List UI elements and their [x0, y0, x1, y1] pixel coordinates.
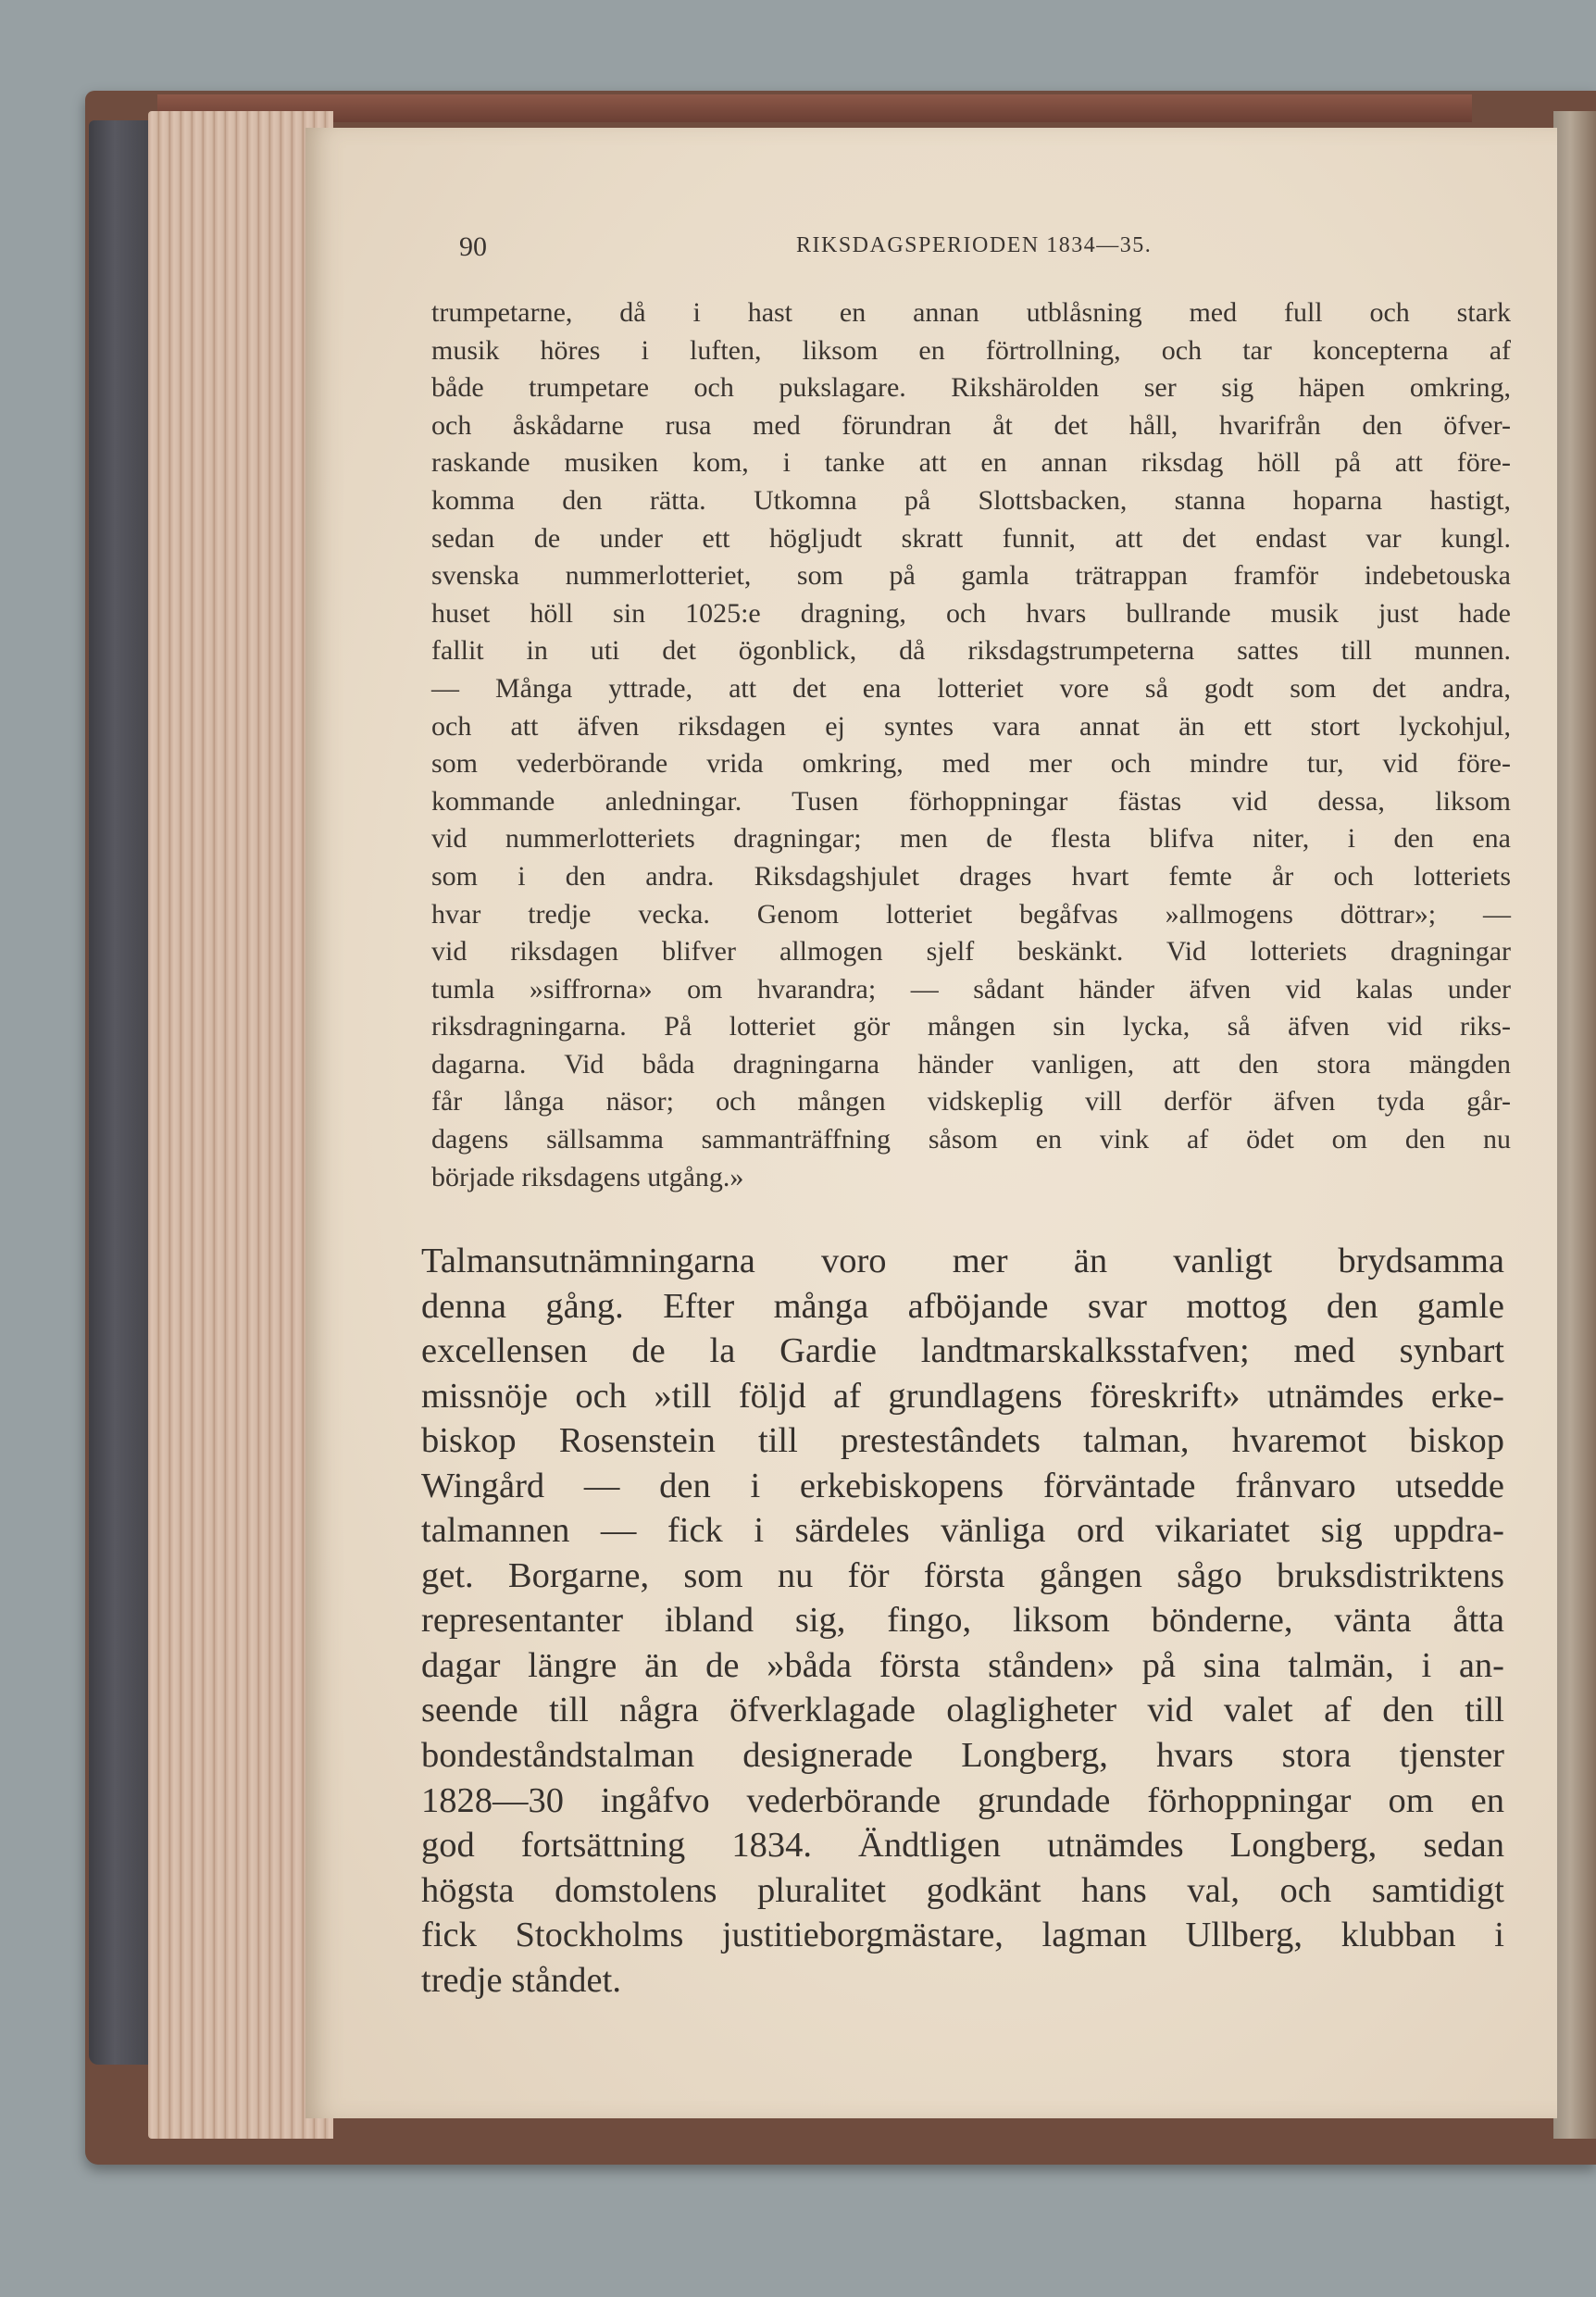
text-line: 1828—30 ingåfvo vederbörande grundade förhoppningar om en — [421, 1780, 1504, 1820]
quote-line: både trumpetare och pukslagare. Rikshärolden ser sig häpen omkring, — [431, 372, 1511, 404]
quoted-passage — [431, 294, 1511, 1196]
text-line: representanter ibland sig, fingo, liksom bönderne, vänta åtta — [421, 1601, 1504, 1641]
text-line: excellensen de la Gardie landtmarskalksstafven; med synbart — [421, 1331, 1504, 1371]
quote-line: vid nummerlotteriets dragningar; men de flesta blifva niter, i den ena — [431, 823, 1511, 855]
text-line: missnöje och »till följd af grundlagens föreskrift» utnämdes erke- — [421, 1376, 1504, 1416]
text-line: god fortsättning 1834. Ändtligen utnämdes Longberg, sedan — [421, 1826, 1504, 1866]
quote-line: dagens sällsamma sammanträffning såsom en vink af ödet om den nu — [431, 1124, 1511, 1155]
quote-line: riksdragningarna. På lotteriet gör mången sin lycka, så äfven vid riks- — [431, 1011, 1511, 1042]
main-paragraph — [421, 1239, 1504, 2003]
text-line: denna gång. Efter många afböjande svar mottog den gamle — [421, 1286, 1504, 1326]
text-line: biskop Rosenstein till prestestândets talman, hvaremot biskop — [421, 1421, 1504, 1461]
text-line: Wingård — den i erkebiskopens förväntade frånvaro utsedde — [421, 1466, 1504, 1505]
quote-line: började riksdagens utgång.» — [431, 1161, 744, 1192]
quote-line: vid riksdagen blifver allmogen sjelf beskänkt. Vid lotteriets dragningar — [431, 936, 1511, 967]
quote-line: dagarna. Vid båda dragningarna händer vanligen, att den stora mängden — [431, 1048, 1511, 1080]
text-line: högsta domstolens pluralitet godkänt hans val, och samtidigt — [421, 1870, 1504, 1910]
text-line: Talmansutnämningarna voro mer än vanligt brydsamma — [421, 1242, 1504, 1280]
text-line: fick Stockholms justitieborgmästare, lagman Ullberg, klubban i — [421, 1916, 1504, 1955]
quote-line: kommande anledningar. Tusen förhoppningar fästas vid dessa, liksom — [431, 785, 1511, 817]
quote-line: fallit in uti det ögonblick, då riksdagstrumpeterna sattes till munnen. — [431, 635, 1511, 667]
running-head: RIKSDAGSPERIODEN 1834—35. — [796, 233, 1153, 257]
text-line: talmannen — fick i särdeles vänliga ord vikariatet sig uppdra- — [421, 1511, 1504, 1551]
quote-line: tumla »siffrorna» om hvarandra; — sådant händer äfven vid kalas under — [431, 973, 1511, 1005]
text-line: seende till några öfverklagade olagligheter vid valet af den till — [421, 1691, 1504, 1730]
quote-line: som i den andra. Riksdagshjulet drages hvart femte år och lotteriets — [431, 860, 1511, 892]
quote-line: musik höres i luften, liksom en förtrollning, och tar koncepterna af — [431, 334, 1511, 366]
quote-line: sedan de under ett högljudt skratt funnit, att det endast var kungl. — [431, 522, 1511, 554]
cover-right-edge — [1553, 111, 1596, 2139]
quote-line: och att äfven riksdagen ej syntes vara annat än ett stort lyckohjul, — [431, 710, 1511, 742]
quote-line: raskande musiken kom, i tanke att en annan riksdag höll på att före- — [431, 447, 1511, 479]
book-spine — [89, 120, 154, 2065]
text-line: bondeståndstalman designerade Longberg, hvars stora tjenster — [421, 1736, 1504, 1776]
page-header — [459, 231, 1200, 268]
text-line: tredje ståndet. — [421, 1960, 621, 2000]
quote-line: svenska nummerlotteriet, som på gamla trätrappan framför indebetouska — [431, 560, 1511, 592]
cover-top-edge — [157, 94, 1472, 122]
quote-line: och åskådarne rusa med förundran åt det håll, hvarifrån den öfver- — [431, 409, 1511, 441]
quote-line: hvar tredje vecka. Genom lotteriet begåfvas »allmogens döttrar»; — — [431, 898, 1511, 930]
quote-line: trumpetarne, då i hast en annan utblåsning med full och stark — [431, 297, 1511, 328]
quote-line: komma den rätta. Utkomna på Slottsbacken, stanna hoparna hastigt, — [431, 484, 1511, 516]
text-line: get. Borgarne, som nu för första gången sågo bruksdistriktens — [421, 1555, 1504, 1595]
text-line: dagar längre än de »båda första stånden» på sina talmän, i an- — [421, 1645, 1504, 1685]
page-number: 90 — [459, 231, 487, 262]
quote-line: får långa näsor; och mången vidskeplig vill derför äfven tyda går- — [431, 1086, 1511, 1117]
quote-line: — Många yttrade, att det ena lotteriet vore så godt som det andra, — [431, 672, 1511, 704]
quote-line: huset höll sin 1025:e dragning, och hvars bullrande musik just hade — [431, 597, 1511, 629]
quote-line: som vederbörande vrida omkring, med mer och mindre tur, vid före- — [431, 748, 1511, 780]
